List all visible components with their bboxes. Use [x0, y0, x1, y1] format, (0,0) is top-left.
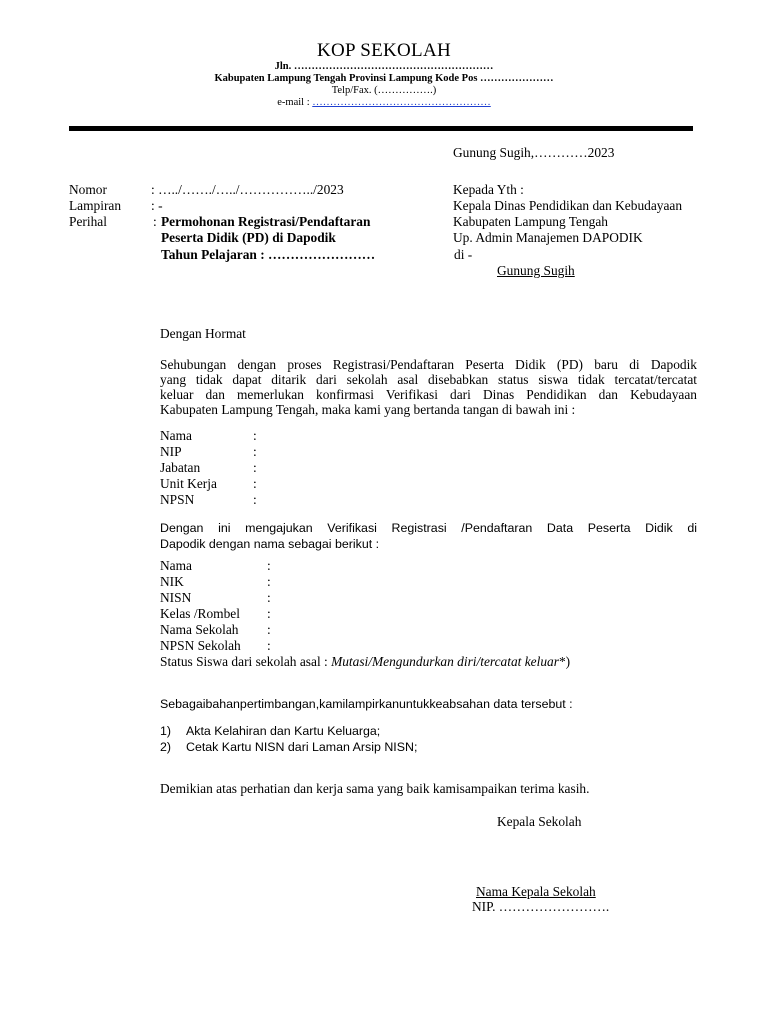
kop-title: KOP SEKOLAH [316, 40, 452, 61]
nomor-value: : …../……./…../……………../2023 [151, 182, 344, 197]
perihal-line-3: Tahun Pelajaran : …………………… [161, 247, 376, 262]
signature-title: Kepala Sekolah [497, 814, 582, 829]
student-sekolah-label: Nama Sekolah [160, 622, 239, 637]
lampiran-value: : - [151, 198, 163, 213]
student-kelas-colon: : [267, 606, 271, 621]
signer-npsn-label: NPSN [160, 492, 195, 507]
letterhead-divider [69, 126, 693, 131]
signer-nip-colon: : [253, 444, 257, 459]
attachment-1-number: 1) [160, 724, 172, 738]
status-value: Mutasi/Mengundurkan diri/tercatat keluar [331, 654, 559, 669]
student-npsn-label: NPSN Sekolah [160, 638, 241, 653]
salutation: Dengan Hormat [160, 326, 246, 341]
student-sekolah-colon: : [267, 622, 271, 637]
perihal-line-2: Peserta Didik (PD) di Dapodik [161, 230, 336, 245]
attachment-2-number: 2) [160, 740, 172, 754]
perihal-label: Perihal [69, 214, 107, 229]
intro-line-2: yang tidak dapat ditarik dari sekolah asal disebabkan status siswa tidak tercatat/tercatat [160, 372, 697, 387]
intro-line-3: keluar dan memerlukan konfirmasi Verifikasi dari Dinas Pendidikan dan Kebudayaan [160, 387, 697, 402]
status-label: Status Siswa dari sekolah asal : [160, 654, 332, 669]
student-nisn-label: NISN [160, 590, 192, 605]
signer-unit-kerja-label: Unit Kerja [160, 476, 217, 491]
perihal-line-1: Permohonan Registrasi/Pendaftaran [161, 214, 371, 229]
student-nik-label: NIK [160, 574, 184, 589]
signer-npsn-colon: : [253, 492, 257, 507]
attachment-2-text: Cetak Kartu NISN dari Laman Arsip NISN; [186, 740, 418, 754]
intro-line-1: Sehubungan dengan proses Registrasi/Pendaftaran Peserta Didik (PD) baru di Dapodik [160, 357, 697, 372]
kop-email-link[interactable]: …………………………………………… [312, 97, 491, 108]
kop-email-label: e-mail : [277, 97, 310, 108]
student-nik-colon: : [267, 574, 271, 589]
recipient-line-5: di - [454, 247, 473, 262]
recipient-line-4: Up. Admin Manajemen DAPODIK [453, 230, 643, 245]
kop-phone: Telp/Fax. (…………….) [331, 85, 437, 96]
signer-nip-label: NIP [160, 444, 182, 459]
request-line-1: Dengan ini mengajukan Verifikasi Registrasi /Pendaftaran Data Peserta Didik di [160, 521, 697, 535]
date-line: Gunung Sugih,…………2023 [453, 145, 615, 160]
signature-nip: NIP. ……………………. [472, 899, 610, 914]
signer-nama-label: Nama [160, 428, 192, 443]
attachment-1-text: Akta Kelahiran dan Kartu Keluarga; [186, 724, 381, 738]
recipient-line-1: Kepada Yth : [453, 182, 524, 197]
closing-line: Demikian atas perhatian dan kerja sama yang baik kamisampaikan terima kasih. [160, 781, 590, 796]
signer-unit-kerja-colon: : [253, 476, 257, 491]
status-suffix: *) [558, 654, 571, 669]
status-line [160, 654, 570, 670]
signature-name: Nama Kepala Sekolah [476, 884, 596, 899]
kop-address: Jln. ………………………………………………… [274, 61, 494, 72]
recipient-line-2: Kepala Dinas Pendidikan dan Kebudayaan [453, 198, 683, 213]
student-kelas-label: Kelas /Rombel [160, 606, 240, 621]
student-nama-colon: : [267, 558, 271, 573]
signer-nama-colon: : [253, 428, 257, 443]
intro-line-4: Kabupaten Lampung Tengah, maka kami yang bertanda tangan di bawah ini : [160, 402, 576, 417]
student-nama-label: Nama [160, 558, 192, 573]
consideration-line: Sebagaibahanpertimbangan,kamilampirkanuntukkeabsahan data tersebut : [160, 697, 573, 711]
signer-jabatan-label: Jabatan [160, 460, 201, 475]
recipient-line-6: Gunung Sugih [497, 263, 575, 278]
lampiran-label: Lampiran [69, 198, 122, 213]
nomor-label: Nomor [69, 182, 107, 197]
student-npsn-colon: : [267, 638, 271, 653]
recipient-line-3: Kabupaten Lampung Tengah [453, 214, 608, 229]
kop-regency: Kabupaten Lampung Tengah Provinsi Lampung Kode Pos ………………… [214, 73, 554, 84]
student-nisn-colon: : [267, 590, 271, 605]
signer-jabatan-colon: : [253, 460, 257, 475]
request-line-2: Dapodik dengan nama sebagai berikut : [160, 537, 380, 551]
perihal-colon: : [153, 214, 157, 229]
kop-email [0, 97, 768, 108]
